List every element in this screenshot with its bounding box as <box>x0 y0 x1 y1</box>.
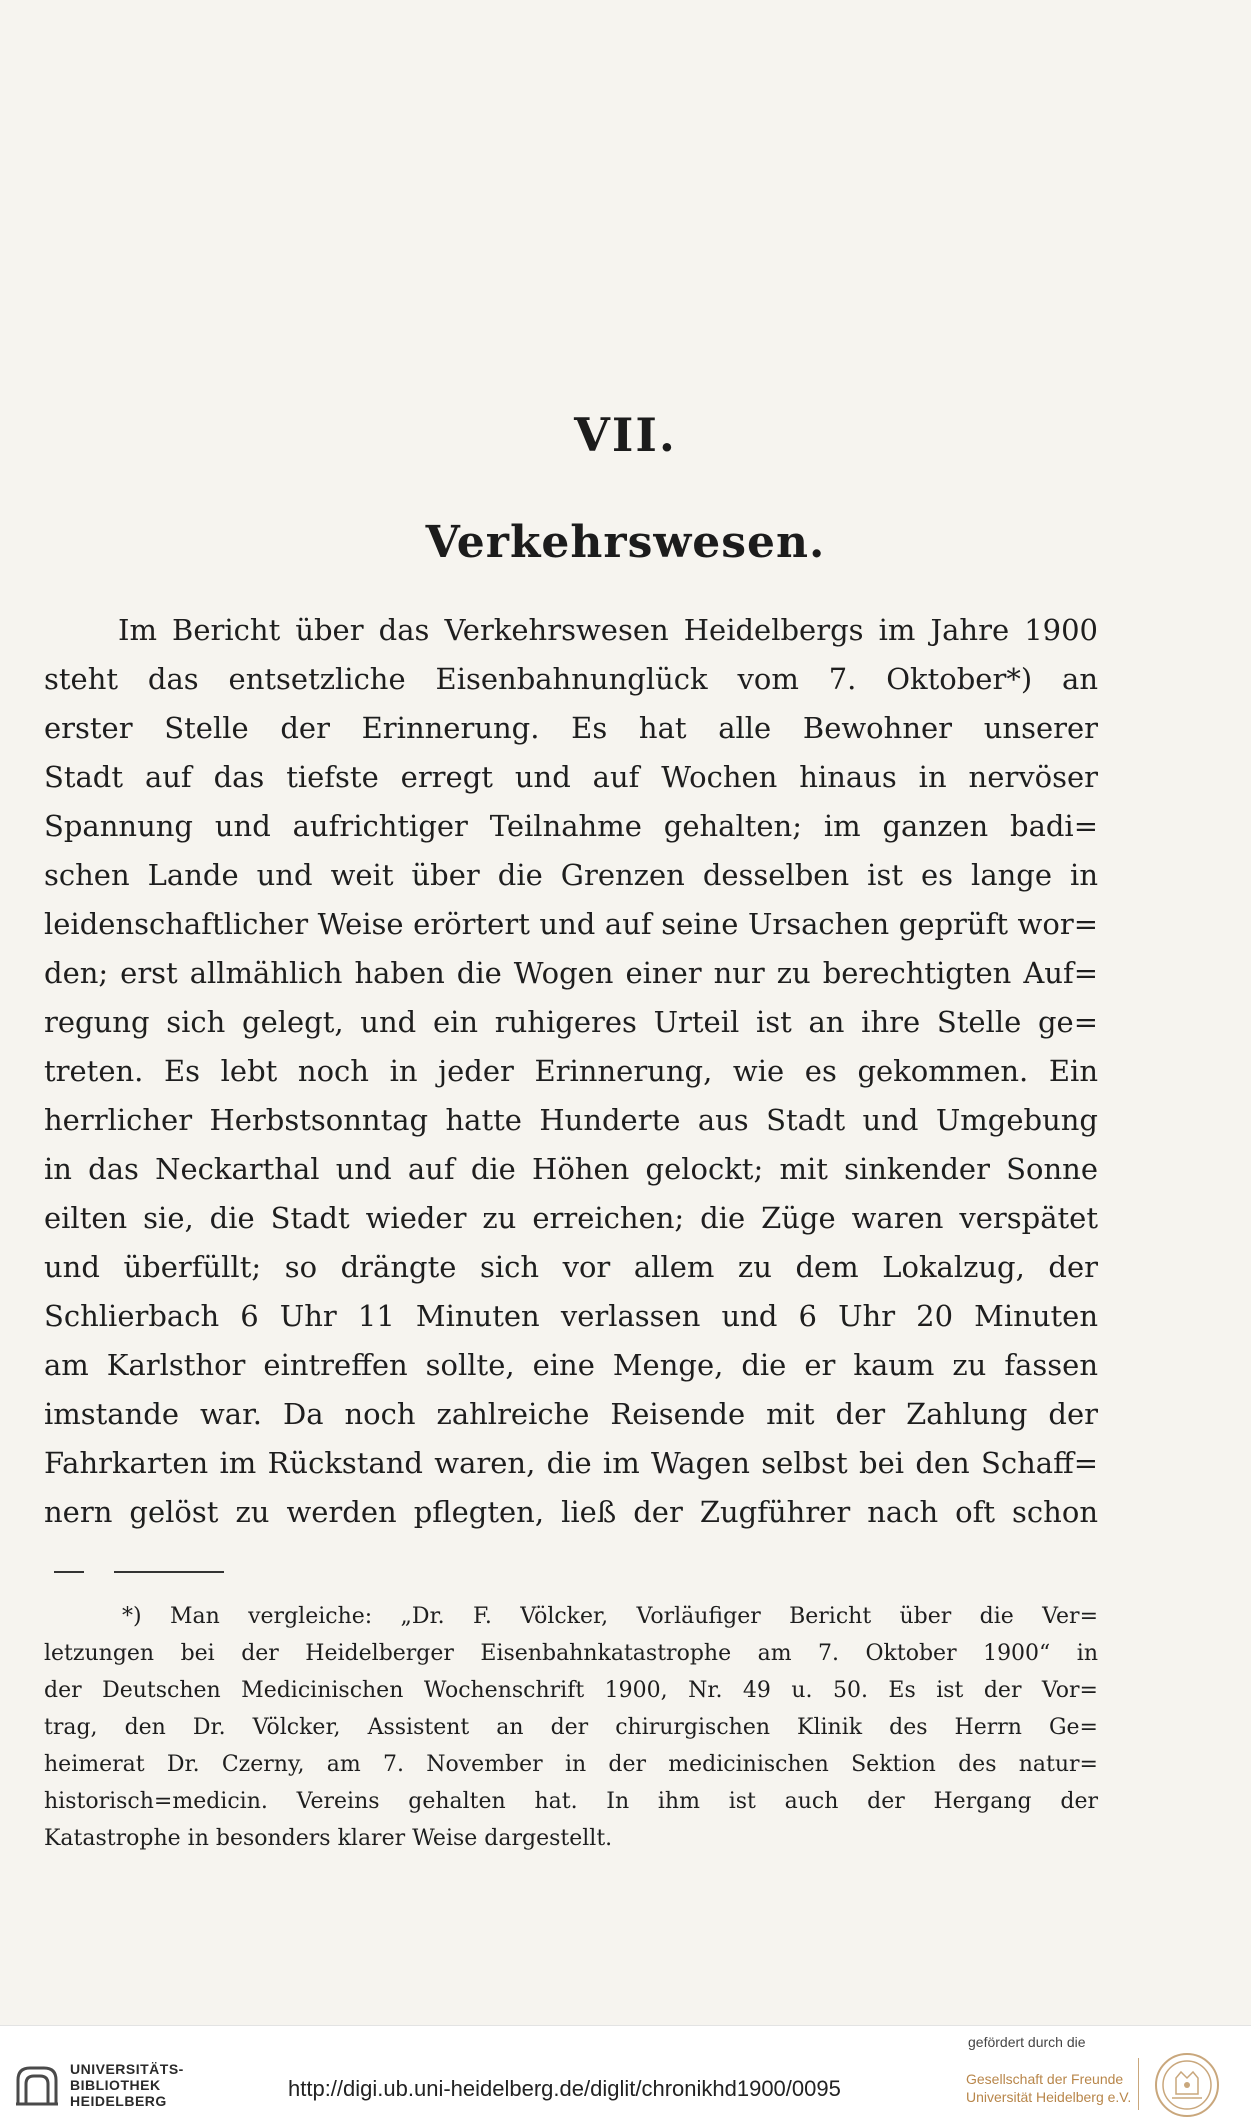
footnote-line: der Deutschen Medicinischen Wochenschrift 1900, Nr. 49 u. 50. Es ist der Vor= <box>44 1678 1098 1703</box>
footnote-line: Katastrophe in besonders klarer Weise dargestellt. <box>44 1826 613 1851</box>
sponsor-intro: gefördert durch die <box>968 2034 1086 2050</box>
body-line: treten. Es lebt noch in jeder Erinnerung, wie es gekommen. Ein <box>44 1054 1098 1088</box>
body-line: den; erst allmählich haben die Wogen einer nur zu berechtigten Auf= <box>44 956 1098 990</box>
body-line: Im Bericht über das Verkehrswesen Heidelbergs im Jahre 1900 <box>118 613 1098 647</box>
body-line: am Karlsthor eintreffen sollte, eine Menge, die er kaum zu fassen <box>44 1348 1098 1382</box>
body-line: nern gelöst zu werden pflegten, ließ der Zugführer nach oft schon <box>44 1495 1098 1529</box>
footnote-line: letzungen bei der Heidelberger Eisenbahnkatastrophe am 7. Oktober 1900“ in <box>44 1641 1098 1666</box>
body-line: in das Neckarthal und auf die Höhen gelockt; mit sinkender Sonne <box>44 1152 1098 1186</box>
footnote-line: historisch=medicin. Vereins gehalten hat. In ihm ist auch der Hergang der <box>44 1789 1098 1814</box>
chapter-title: Verkehrswesen. <box>425 517 826 568</box>
sponsor-name-line: Gesellschaft der Freunde <box>966 2071 1124 2087</box>
sponsor-name <box>966 2070 1131 2106</box>
body-line: Schlierbach 6 Uhr 11 Minuten verlassen und 6 Uhr 20 Minuten <box>44 1299 1098 1333</box>
footnote-line: heimerat Dr. Czerny, am 7. November in der medicinischen Sektion des natur= <box>44 1752 1098 1777</box>
library-name <box>70 2061 184 2109</box>
footnote-divider <box>54 1571 224 1573</box>
library-name-line: HEIDELBERG <box>70 2093 167 2109</box>
university-seal-icon <box>1154 2052 1220 2118</box>
body-line: imstande war. Da noch zahlreiche Reisende mit der Zahlung der <box>44 1397 1098 1431</box>
footnote <box>44 1598 1098 1857</box>
body-line: regung sich gelegt, und ein ruhigeres Urteil ist an ihre Stelle ge= <box>44 1005 1098 1039</box>
ub-heidelberg-logo-icon <box>14 2066 60 2106</box>
body-line: steht das entsetzliche Eisenbahnunglück vom 7. Oktober*) an <box>44 662 1098 696</box>
body-line: erster Stelle der Erinnerung. Es hat alle Bewohner unserer <box>44 711 1098 745</box>
library-name-line: BIBLIOTHEK <box>70 2077 161 2093</box>
body-line: leidenschaftlicher Weise erörtert und auf seine Ursachen geprüft wor= <box>44 907 1098 941</box>
body-line: und überfüllt; so drängte sich vor allem zu dem Lokalzug, der <box>44 1250 1098 1284</box>
footer-bar <box>0 2025 1251 2115</box>
body-line: Fahrkarten im Rückstand waren, die im Wagen selbst bei den Schaff= <box>44 1446 1098 1480</box>
body-line: Stadt auf das tiefste erregt und auf Wochen hinaus in nervöser <box>44 760 1098 794</box>
seal-divider <box>1138 2058 1139 2110</box>
footnote-line: *) Man vergleiche: „Dr. F. Völcker, Vorläufiger Bericht über die Ver= <box>122 1604 1098 1629</box>
library-name-line: UNIVERSITÄTS- <box>70 2061 184 2077</box>
footnote-line: trag, den Dr. Völcker, Assistent an der chirurgischen Klinik des Herrn Ge= <box>44 1715 1098 1740</box>
body-line: eilten sie, die Stadt wieder zu erreichen; die Züge waren verspätet <box>44 1201 1098 1235</box>
body-text <box>44 606 1098 1537</box>
body-line: Spannung und aufrichtiger Teilnahme gehalten; im ganzen badi= <box>44 809 1098 843</box>
permalink-url[interactable]: http://digi.ub.uni-heidelberg.de/diglit/chronikhd1900/0095 <box>288 2076 841 2101</box>
body-line: herrlicher Herbstsonntag hatte Hunderte aus Stadt und Umgebung <box>44 1103 1098 1137</box>
chapter-number: VII. <box>574 408 677 462</box>
body-line: schen Lande und weit über die Grenzen desselben ist es lange in <box>44 858 1098 892</box>
sponsor-name-line: Universität Heidelberg e.V. <box>966 2089 1132 2105</box>
